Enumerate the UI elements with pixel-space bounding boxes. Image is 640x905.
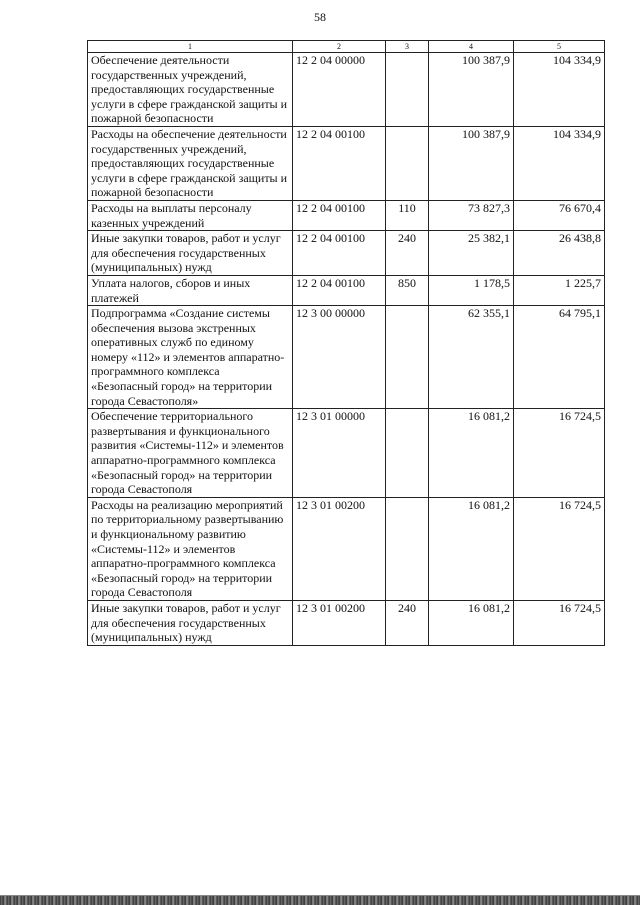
table-row: [88, 497, 605, 600]
row-amount-col5: 16 724,5: [514, 497, 605, 600]
row-expense-type: [386, 53, 429, 127]
table-row: [88, 231, 605, 276]
row-amount-col4: 100 387,9: [429, 126, 514, 200]
row-code: 12 2 04 00100: [293, 275, 386, 305]
row-expense-type: 240: [386, 600, 429, 645]
row-expense-type: 850: [386, 275, 429, 305]
column-header-4: 4: [429, 41, 514, 53]
row-expense-type: 240: [386, 231, 429, 276]
budget-table: [87, 40, 605, 646]
table-row: [88, 409, 605, 498]
row-amount-col5: 1 225,7: [514, 275, 605, 305]
row-code: 12 3 00 00000: [293, 306, 386, 409]
row-amount-col5: 104 334,9: [514, 53, 605, 127]
scan-edge-noise: [0, 896, 640, 905]
row-amount-col4: 16 081,2: [429, 497, 514, 600]
row-amount-col5: 64 795,1: [514, 306, 605, 409]
row-expense-type: 110: [386, 200, 429, 230]
row-name: Подпрограмма «Создание системы обеспечения вызова экстренных оперативных служб по единому номеру «112» и элементов аппаратно-программного комплекса «Безопасный город» на территории города Севастополя»: [88, 306, 293, 409]
row-name: Обеспечение территориального развертывания и функционального развития «Системы-112» и элементов аппаратно-программного комплекса «Безопасный город» на территории города Севастополя: [88, 409, 293, 498]
row-amount-col4: 73 827,3: [429, 200, 514, 230]
row-code: 12 2 04 00100: [293, 126, 386, 200]
row-amount-col4: 62 355,1: [429, 306, 514, 409]
table-header-row: [88, 41, 605, 53]
row-expense-type: [386, 409, 429, 498]
row-name: Иные закупки товаров, работ и услуг для обеспечения государственных (муниципальных) нужд: [88, 600, 293, 645]
row-amount-col4: 100 387,9: [429, 53, 514, 127]
column-header-1: 1: [88, 41, 293, 53]
row-name: Иные закупки товаров, работ и услуг для обеспечения государственных (муниципальных) нужд: [88, 231, 293, 276]
row-expense-type: [386, 126, 429, 200]
table-row: [88, 126, 605, 200]
row-code: 12 3 01 00200: [293, 497, 386, 600]
row-name: Обеспечение деятельности государственных учреждений, предоставляющих государственные услуги в сфере гражданской защиты и пожарной безопасности: [88, 53, 293, 127]
row-name: Расходы на обеспечение деятельности государственных учреждений, предоставляющих государственные услуги в сфере гражданской защиты и пожарной безопасности: [88, 126, 293, 200]
row-expense-type: [386, 497, 429, 600]
row-code: 12 3 01 00200: [293, 600, 386, 645]
column-header-3: 3: [386, 41, 429, 53]
row-amount-col4: 16 081,2: [429, 409, 514, 498]
row-name: Уплата налогов, сборов и иных платежей: [88, 275, 293, 305]
column-header-2: 2: [293, 41, 386, 53]
row-amount-col5: 76 670,4: [514, 200, 605, 230]
table-row: [88, 200, 605, 230]
row-name: Расходы на реализацию мероприятий по территориальному развертыванию и функциональному развитию «Системы-112» и элементов аппаратно-программного комплекса «Безопасный город» на территории города Севастополя: [88, 497, 293, 600]
row-amount-col4: 1 178,5: [429, 275, 514, 305]
table-row: [88, 600, 605, 645]
row-code: 12 2 04 00000: [293, 53, 386, 127]
row-code: 12 3 01 00000: [293, 409, 386, 498]
page-number: 58: [314, 10, 326, 24]
row-amount-col5: 104 334,9: [514, 126, 605, 200]
row-code: 12 2 04 00100: [293, 231, 386, 276]
column-header-5: 5: [514, 41, 605, 53]
row-expense-type: [386, 306, 429, 409]
table-row: [88, 53, 605, 127]
row-name: Расходы на выплаты персоналу казенных учреждений: [88, 200, 293, 230]
row-amount-col5: 26 438,8: [514, 231, 605, 276]
table-row: [88, 275, 605, 305]
row-amount-col4: 16 081,2: [429, 600, 514, 645]
row-amount-col5: 16 724,5: [514, 600, 605, 645]
table-row: [88, 306, 605, 409]
row-code: 12 2 04 00100: [293, 200, 386, 230]
row-amount-col5: 16 724,5: [514, 409, 605, 498]
row-amount-col4: 25 382,1: [429, 231, 514, 276]
